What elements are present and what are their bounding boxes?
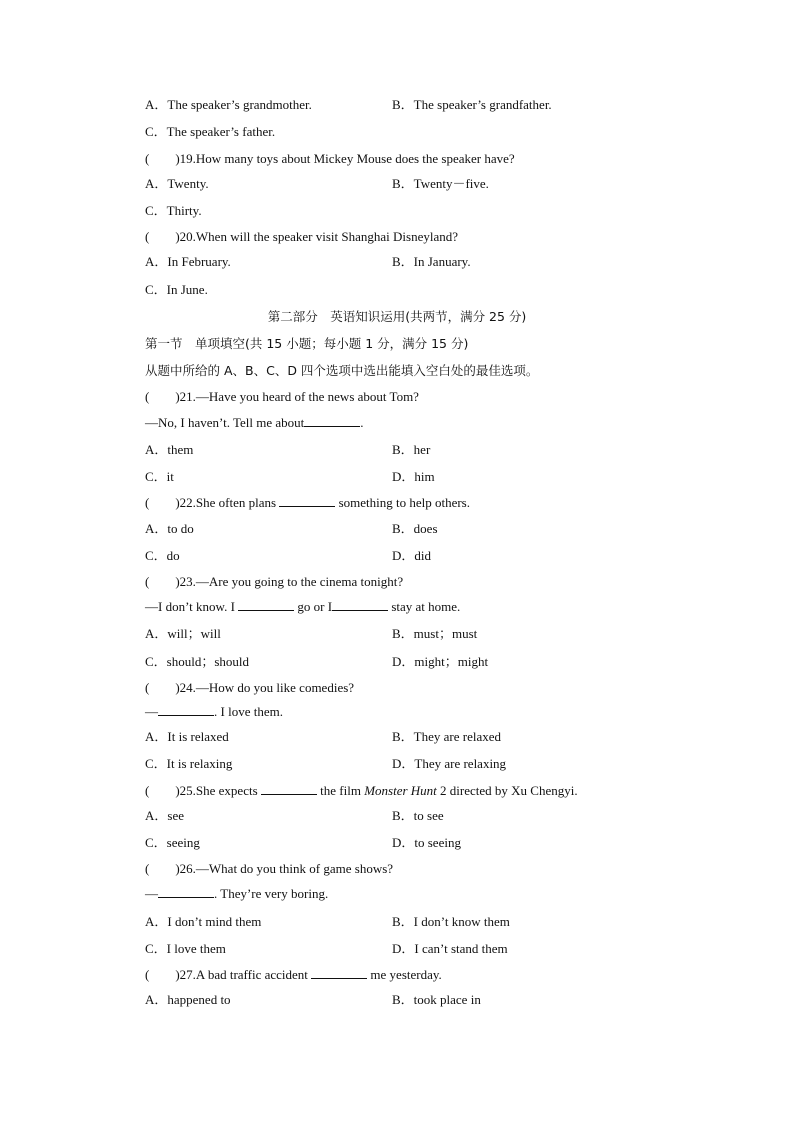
q27-option-b: B．took place in [392, 992, 481, 1007]
q21-option-d: D．him [392, 469, 435, 484]
section1-title: 第一节 单项填空(共 15 小题；每小题 1 分，满分 15 分) [145, 336, 469, 351]
q23-stem-2-c: stay at home. [388, 599, 461, 614]
q21-stem: ( )21.—Have you heard of the news about Tom? [145, 389, 419, 404]
q24-stem: ( )24.—How do you like comedies? [145, 680, 355, 695]
q27-option-a: A．happened to [145, 992, 231, 1007]
q18-option-c: C．The speaker’s father. [145, 124, 276, 139]
q18-option-b: B．The speaker’s grandfather. [392, 97, 552, 112]
q21-option-a: A．them [145, 442, 194, 457]
q26-stem-2-post: . They’re very boring. [214, 886, 329, 901]
q25-stem-mid: the film [316, 783, 365, 798]
q22-stem [145, 495, 470, 511]
q23-option-a: A．will；will [145, 626, 221, 641]
q25-option-c: C．seeing [145, 835, 200, 850]
q27-stem [145, 967, 442, 983]
q27-stem-pre: ( )27.A bad traffic accident [145, 967, 312, 982]
q21-option-b: B．her [392, 442, 431, 457]
part2-title: 第二部分 英语知识运用(共两节，满分 25 分) [267, 309, 527, 324]
q25-option-b: B．to see [392, 808, 444, 823]
q22-stem-post: something to help others. [335, 495, 470, 510]
q24-option-a: A．It is relaxed [145, 729, 229, 744]
q24-option-c: C．It is relaxing [145, 756, 233, 771]
q25-blank [261, 783, 317, 795]
q26-option-d: D．I can’t stand them [392, 941, 508, 956]
q23-blank-2 [332, 599, 388, 611]
q25-stem [145, 783, 578, 799]
q21-blank [304, 415, 360, 427]
q24-stem-2 [145, 704, 283, 720]
q23-stem-2-b: go or I [294, 599, 333, 614]
q27-blank [311, 967, 367, 979]
q20-option-a: A．In February. [145, 254, 231, 269]
q20-option-c: C．In June. [145, 282, 208, 297]
q18-option-a: A．The speaker’s grandmother. [145, 97, 312, 112]
q23-stem: ( )23.—Are you going to the cinema tonight? [145, 574, 404, 589]
q24-blank [158, 704, 214, 716]
q26-option-b: B．I don’t know them [392, 914, 510, 929]
instructions: 从题中所给的 A、B、C、D 四个选项中选出能填入空白处的最佳选项。 [145, 363, 539, 378]
q22-option-d: D．did [392, 548, 432, 563]
q23-blank-1 [238, 599, 294, 611]
q25-stem-post: 2 directed by Xu Chengyi. [436, 783, 578, 798]
q23-option-c: C．should；should [145, 654, 250, 669]
q26-blank [158, 886, 214, 898]
q23-stem-2-a: —I don’t know. I [145, 599, 239, 614]
q21-stem-2-post: . [360, 415, 364, 430]
q19-option-c: C．Thirty. [145, 203, 202, 218]
q25-option-d: D．to seeing [392, 835, 461, 850]
q24-option-d: D．They are relaxing [392, 756, 507, 771]
q22-stem-pre: ( )22.She often plans [145, 495, 280, 510]
q25-option-a: A．see [145, 808, 184, 823]
q24-stem-2-pre: — [145, 704, 158, 719]
q22-option-c: C．do [145, 548, 180, 563]
q21-stem-2-pre: —No, I haven’t. Tell me about [145, 415, 305, 430]
q19-stem: ( )19.How many toys about Mickey Mouse does the speaker have? [145, 151, 515, 166]
q25-stem-pre: ( )25.She expects [145, 783, 261, 798]
q27-stem-post: me yesterday. [367, 967, 442, 982]
q26-option-a: A．I don’t mind them [145, 914, 262, 929]
q26-stem-2-pre: — [145, 886, 158, 901]
q19-option-a: A．Twenty. [145, 176, 209, 191]
q26-stem-2 [145, 886, 328, 902]
q24-stem-2-post: . I love them. [214, 704, 283, 719]
q21-option-c: C．it [145, 469, 174, 484]
q20-stem: ( )20.When will the speaker visit Shanghai Disneyland? [145, 229, 459, 244]
q22-option-b: B．does [392, 521, 438, 536]
q23-option-d: D．might；might [392, 654, 489, 669]
q26-option-c: C．I love them [145, 941, 226, 956]
q26-stem: ( )26.—What do you think of game shows? [145, 861, 394, 876]
q19-option-b: B．Twenty－five. [392, 176, 489, 191]
q22-option-a: A．to do [145, 521, 194, 536]
q21-stem-2 [145, 415, 364, 431]
q20-option-b: B．In January. [392, 254, 471, 269]
q25-film-title: Monster Hunt [364, 783, 437, 798]
q22-blank [279, 495, 335, 507]
q23-stem-2 [145, 599, 460, 615]
q24-option-b: B．They are relaxed [392, 729, 502, 744]
q23-option-b: B．must；must [392, 626, 478, 641]
